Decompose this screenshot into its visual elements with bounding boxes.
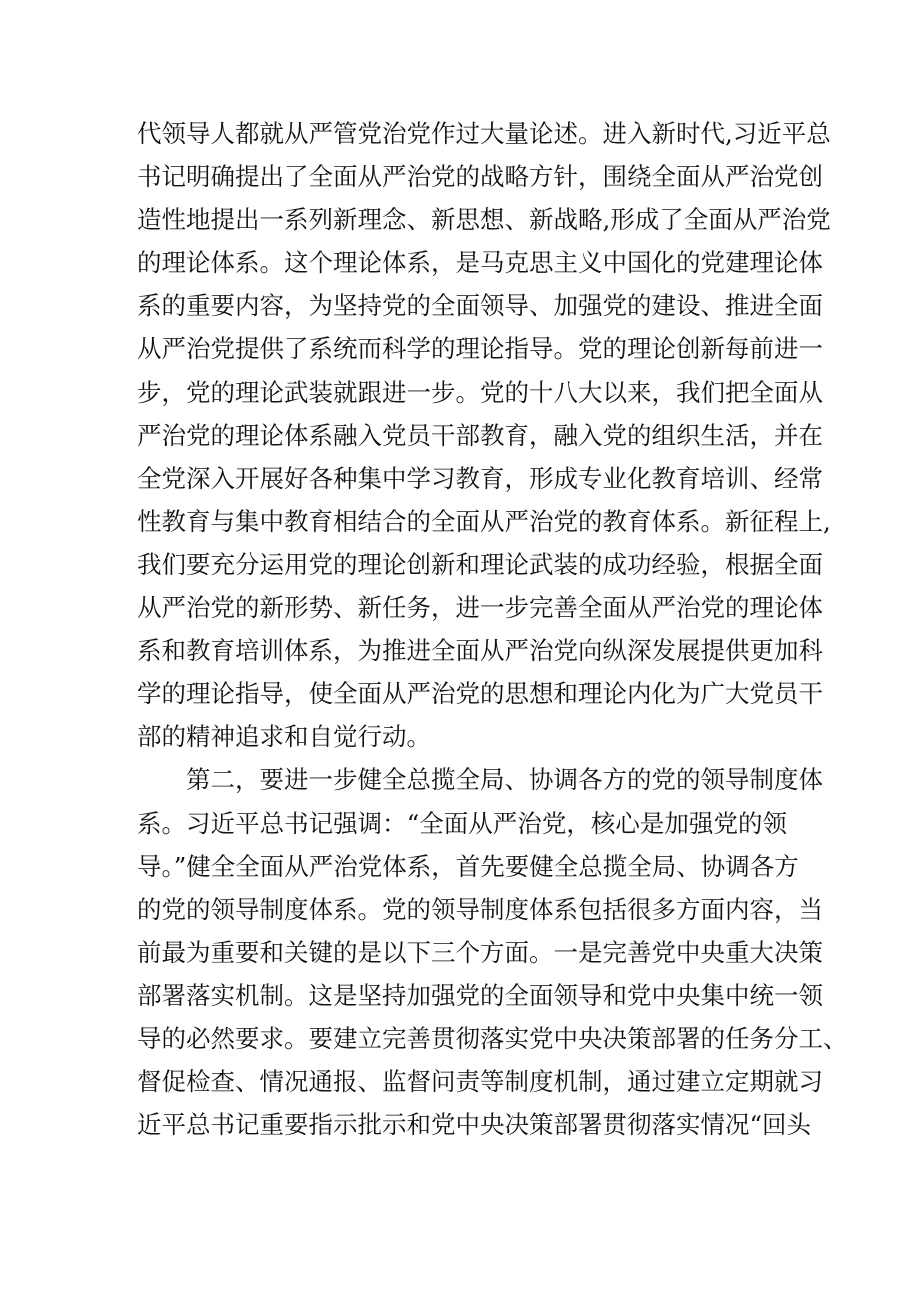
text-line: 系。习近平总书记强调：“全面从严治党，核心是加强党的领 [137,808,787,838]
text-line: 学的理论指导，使全面从严治党的思想和理论内化为广大党员干 [137,679,823,709]
text-line: 前最为重要和关键的是以下三个方面。一是完善党中央重大决策 [137,937,823,967]
text-line: 导。”健全全面从严治党体系，首先要健全总揽全局、协调各方 [137,851,799,881]
text-line: 书记明确提出了全面从严治党的战略方针，围绕全面从严治党创 [137,162,823,192]
text-line: 系的重要内容，为坚持党的全面领导、加强党的建设、推进全面 [137,291,823,321]
text-line: 第二，要进一步健全总揽全局、协调各方的党的领导制度体 [186,765,823,795]
text-line: 的党的领导制度体系。党的领导制度体系包括很多方面内容，当 [137,894,823,924]
paragraph-1 [137,112,831,758]
text-line: 系和教育培训体系，为推进全面从严治党向纵深发展提供更加科 [137,636,823,666]
text-line: 步，党的理论武装就跟进一步。党的十八大以来，我们把全面从 [137,377,823,407]
text-line: 性教育与集中教育相结合的全面从严治党的教育体系。新征程上, [137,506,831,536]
paragraph-2 [137,758,848,1146]
text-line: 严治党的理论体系融入党员干部教育，融入党的组织生活，并在 [137,420,823,450]
document-page [137,112,848,1146]
text-line: 导的必然要求。要建立完善贯彻落实党中央决策部署的任务分工、 [137,1023,848,1053]
text-line: 督促检查、情况通报、监督问责等制度机制，通过建立定期就习 [137,1067,823,1097]
text-line: 从严治党提供了系统而科学的理论指导。党的理论创新每前进一 [137,334,823,364]
text-line: 部署落实机制。这是坚持加强党的全面领导和党中央集中统一领 [137,980,823,1010]
text-line: 部的精神追求和自觉行动。 [137,722,431,752]
text-line: 造性地提出一系列新理念、新思想、新战略,形成了全面从严治党 [137,205,831,235]
text-line: 的理论体系。这个理论体系，是马克思主义中国化的党建理论体 [137,248,823,278]
text-line: 代领导人都就从严管党治党作过大量论述。进入新时代,习近平总 [137,119,831,148]
text-line: 近平总书记重要指示批示和党中央决策部署贯彻落实情况“回头 [137,1110,812,1140]
text-line: 我们要充分运用党的理论创新和理论武装的成功经验，根据全面 [137,549,823,579]
text-line: 全党深入开展好各种集中学习教育，形成专业化教育培训、经常 [137,463,823,493]
text-line: 从严治党的新形势、新任务，进一步完善全面从严治党的理论体 [137,593,823,623]
